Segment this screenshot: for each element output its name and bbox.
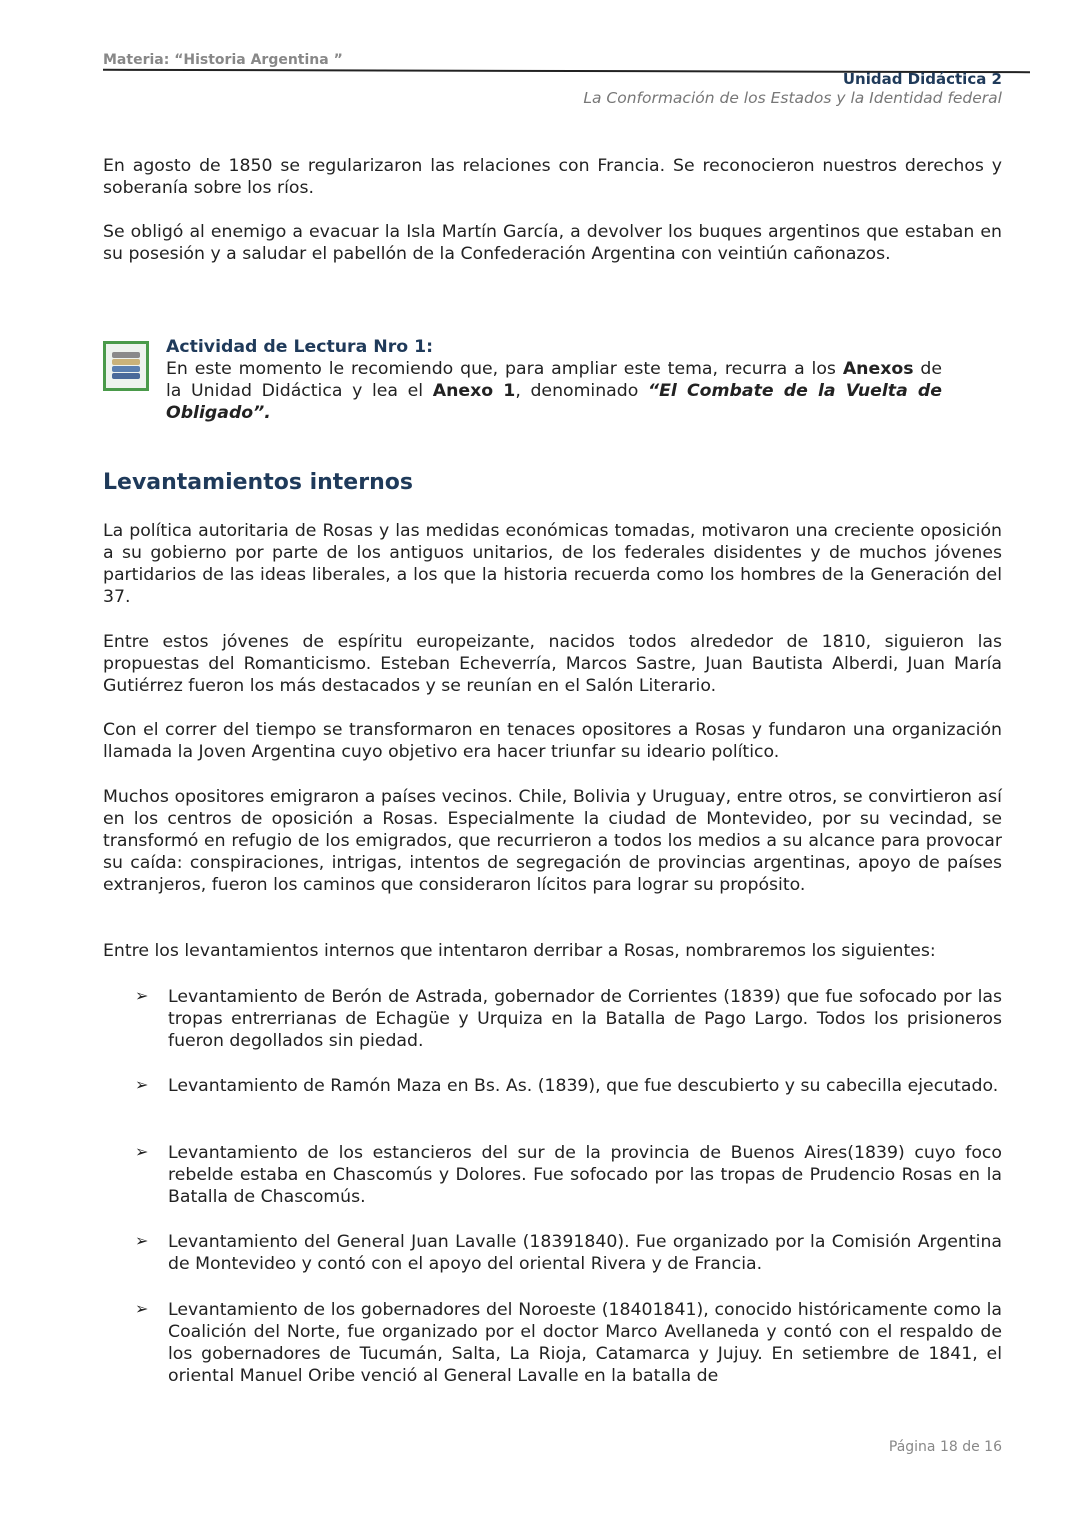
bullet-arrow-icon: ➢	[135, 1142, 149, 1161]
activity-text: de la Unidad Didáctica y lea el	[166, 359, 942, 401]
paragraph: Entre estos jóvenes de espíritu europeizante, nacidos todos alrededor de 1810, siguieron las propuestas del Romanticismo. Esteban Echeverría, Marcos Sastre, Juan Bautista Alberdi, Juan María Gutiérrez fueron los más destacados y se reunían en el Salón Literario.	[103, 632, 1002, 696]
list-item: Levantamiento de los gobernadores del Noroeste (18401841), conocido históricamente como la Coalición del Norte, fue organizado por el doctor Marco Avellaneda y contó con el respaldo de los gobernadores de Tucumán, Salta, La Rioja, Catamarca y Jujuy. En setiembre de 1841, el oriental Manuel Oribe venció al General Lavalle en la batalla de	[168, 1300, 1002, 1386]
page-number: Página 18 de 16	[888, 1439, 1002, 1455]
header-subtitle: La Conformación de los Estados y la Identidad federal	[583, 89, 1002, 107]
paragraph: La política autoritaria de Rosas y las medidas económicas tomadas, motivaron una creciente oposición a su gobierno por parte de los antiguos unitarios, de los federales disidentes y de muchos jóvenes partidarios de las ideas liberales, a los que la historia recuerda como los hombres de la Generación del 37.	[103, 521, 1002, 607]
paragraph: Se obligó al enemigo a evacuar la Isla Martín García, a devolver los buques argentinos que estaban en su posesión y a saludar el pabellón de la Confederación Argentina con veintiún cañonazos.	[103, 222, 1002, 264]
activity-bold: Anexos	[842, 359, 914, 379]
activity-title: Actividad de Lectura Nro 1:	[166, 337, 434, 357]
list-item: Levantamiento de Berón de Astrada, gobernador de Corrientes (1839) que fue sofocado por las tropas entrerrianas de Echagüe y Urquiza en la Batalla de Pago Largo. Todos los prisioneros fueron degollados sin piedad.	[168, 987, 1002, 1051]
header-unit: Unidad Didáctica 2	[842, 70, 1002, 88]
paragraph: Muchos opositores emigraron a países vecinos. Chile, Bolivia y Uruguay, entre otros, se convirtieron así en los centros de oposición a Rosas. Especialmente la ciudad de Montevideo, por su vecindad, se transformó en refugio de los emigrados, que recurrieron a todos los medios a su alcance para provocar su caída: conspiraciones, intrigas, intentos de segregación de provincias argentinas, apoyo de países extranjeros, fueron los caminos que consideraron lícitos para lograr su propósito.	[103, 787, 1002, 895]
paragraph: En agosto de 1850 se regularizaron las relaciones con Francia. Se reconocieron nuestros derechos y soberanía sobre los ríos.	[103, 156, 1002, 198]
list-item: Levantamiento de los estancieros del sur de la provincia de Buenos Aires(1839) cuyo foco rebelde estaba en Chascomús y Dolores. Fue sofocado por las tropas de Prudencio Rosas en la Batalla de Chascomús.	[168, 1143, 1002, 1207]
section-heading: Levantamientos internos	[103, 470, 413, 495]
reading-activity	[166, 336, 942, 424]
list-item: Levantamiento del General Juan Lavalle (18391840). Fue organizado por la Comisión Argentina de Montevideo y contó con el apoyo del oriental Rivera y de Francia.	[168, 1232, 1002, 1274]
activity-bold: Anexo 1	[432, 381, 516, 401]
bullet-arrow-icon: ➢	[135, 1075, 149, 1094]
bullet-arrow-icon: ➢	[135, 1231, 149, 1250]
activity-text: En este momento le recomiendo que, para ampliar este tema, recurra a los	[166, 359, 843, 379]
bullet-arrow-icon: ➢	[135, 986, 149, 1005]
paragraph: Con el correr del tiempo se transformaron en tenaces opositores a Rosas y fundaron una organización llamada la Joven Argentina cuyo objetivo era hacer triunfar su ideario político.	[103, 720, 1002, 762]
bullet-arrow-icon: ➢	[135, 1299, 149, 1318]
list-item: Levantamiento de Ramón Maza en Bs. As. (1839), que fue descubierto y su cabecilla ejecutado.	[168, 1076, 999, 1096]
activity-bold-italic: “El Combate de la Vuelta de Obligado”.	[166, 381, 942, 423]
books-icon	[103, 341, 149, 391]
paragraph: Entre los levantamientos internos que intentaron derribar a Rosas, nombraremos los siguientes:	[103, 941, 936, 961]
header-subject: Materia: “Historia Argentina ”	[103, 52, 343, 68]
activity-text: , denominado	[515, 381, 648, 401]
